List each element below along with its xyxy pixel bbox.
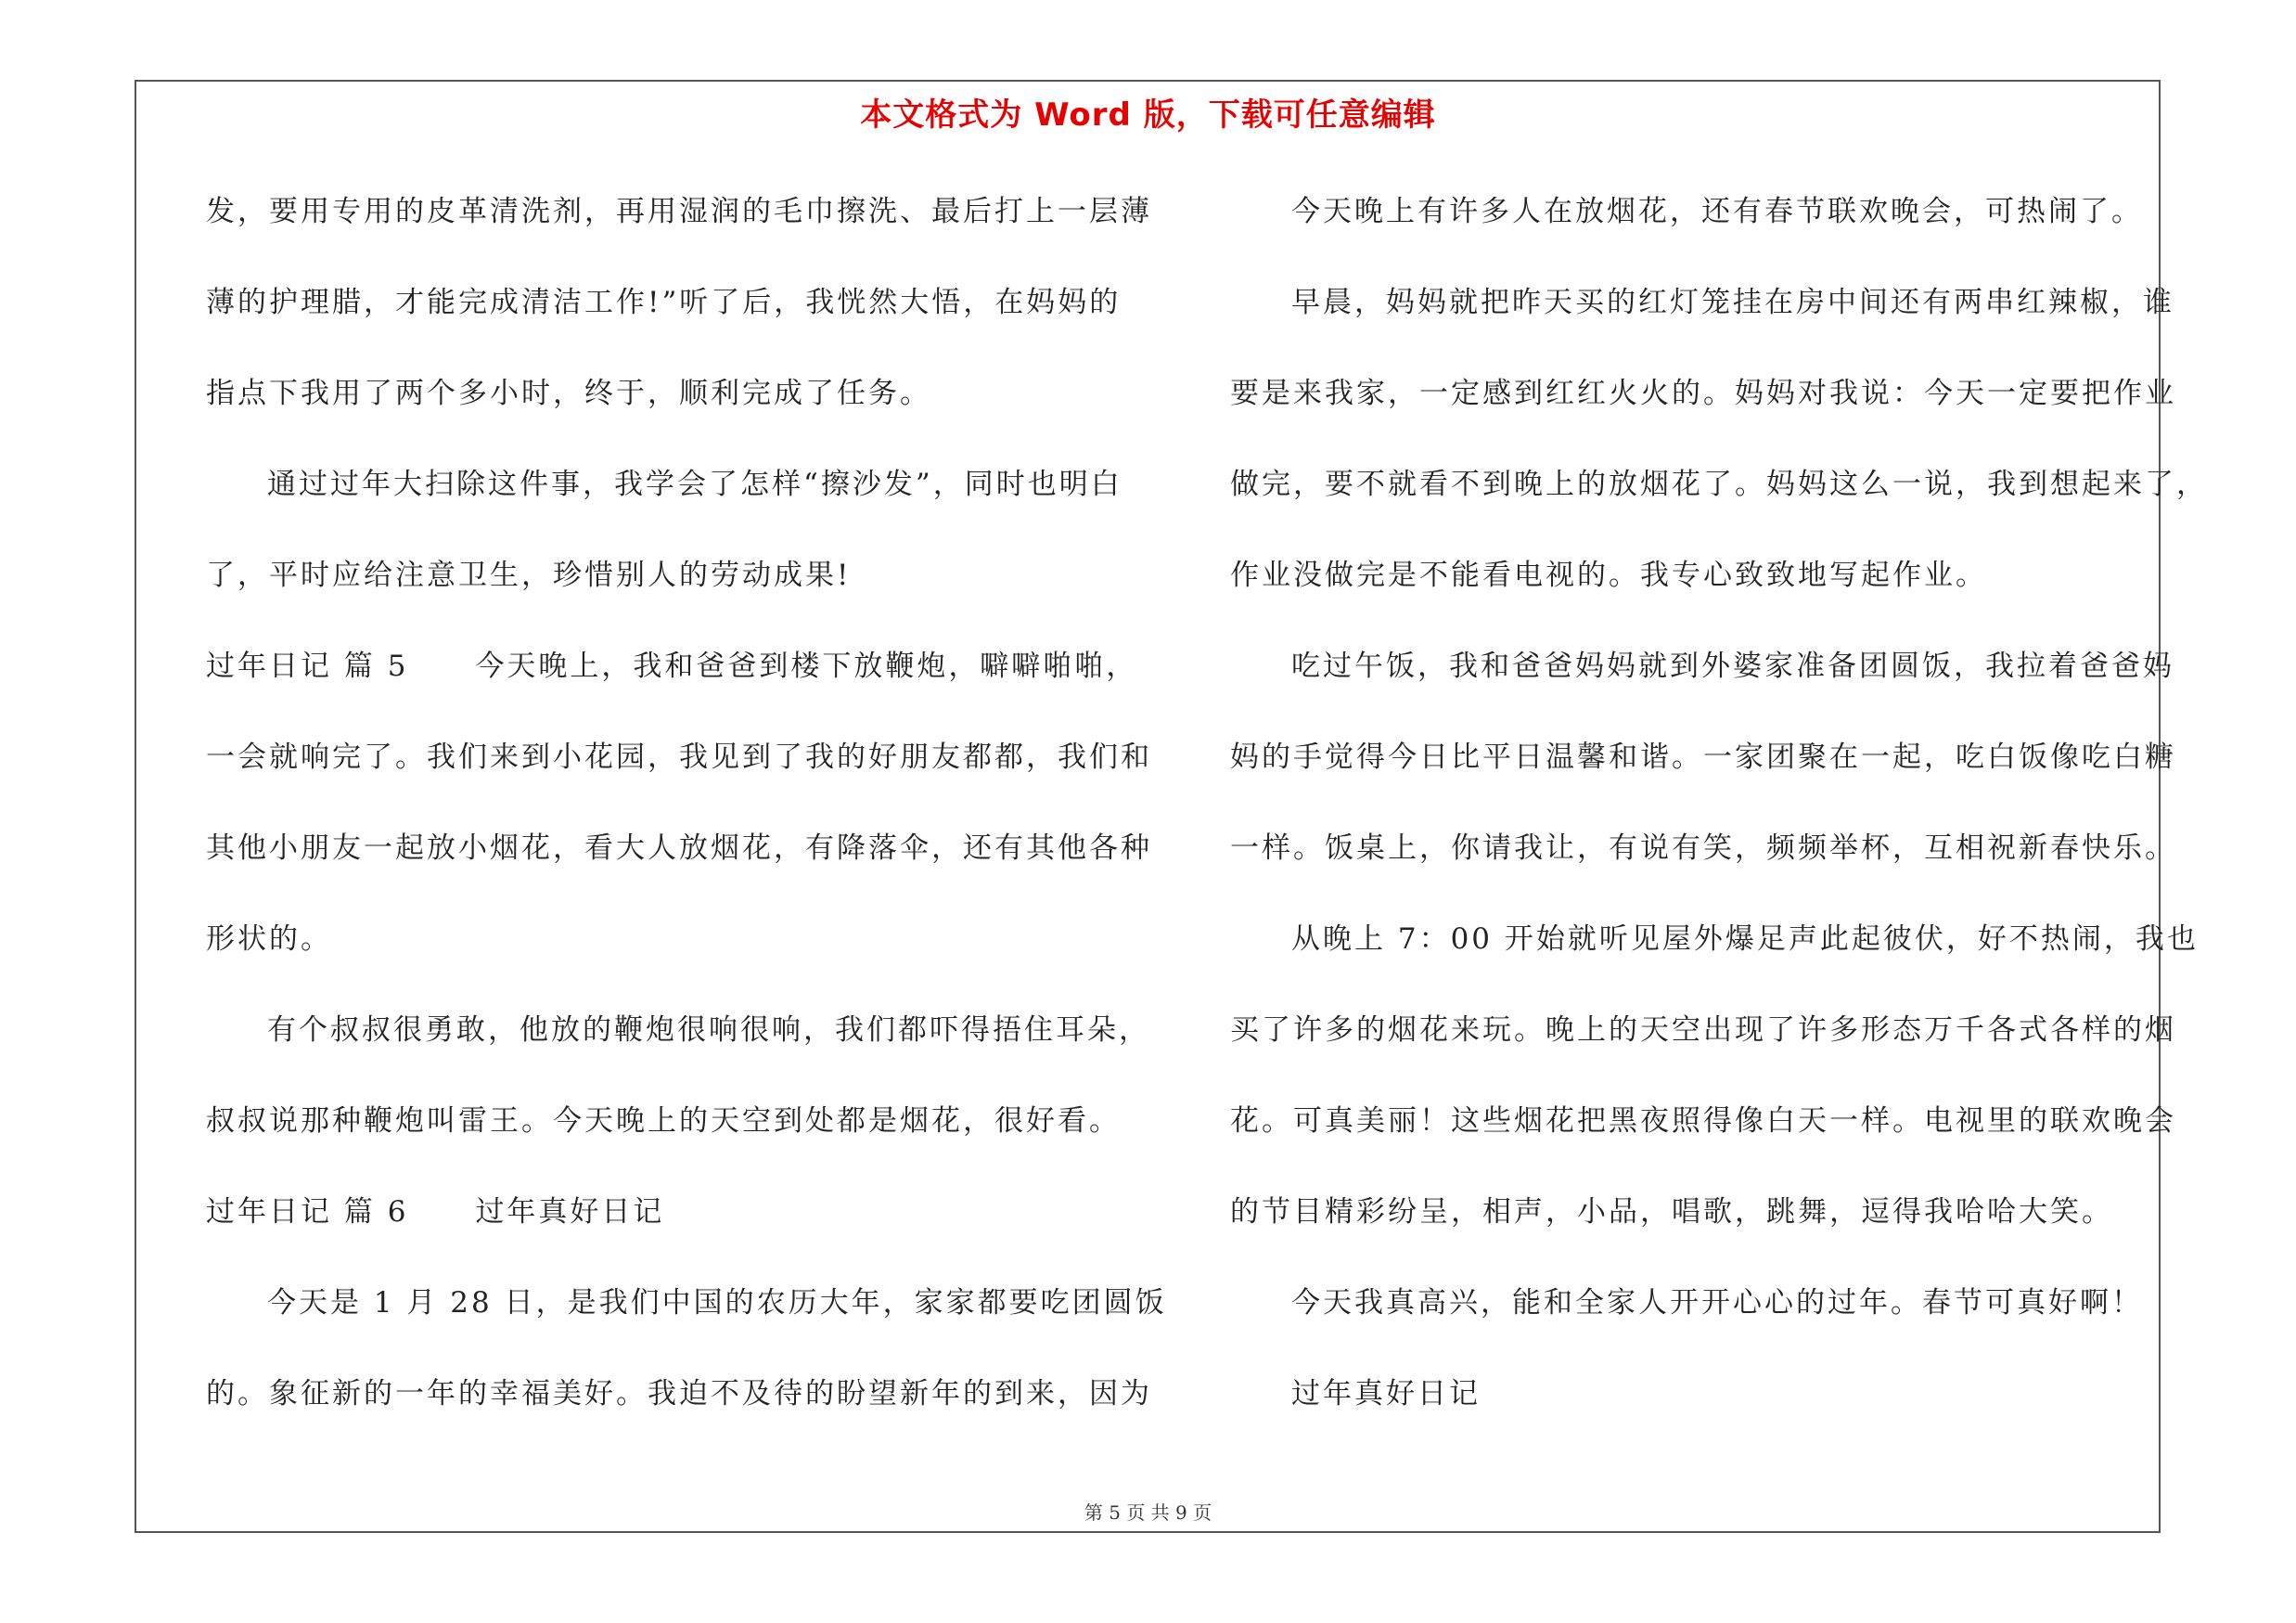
page-number: 第 5 页 共 9 页 <box>1084 1501 1212 1524</box>
text-line: 叔叔说那种鞭炮叫雷王。今天晚上的天空到处都是烟花，很好看。 <box>206 1104 1121 1138</box>
left-text-column <box>206 184 1167 1457</box>
text-line: 一会就响完了。我们来到小花园，我见到了我的好朋友都都，我们和 <box>206 741 1152 774</box>
text-line: 薄的护理腊，才能完成清洁工作!”听了后，我恍然大悟，在妈妈的 <box>206 286 1122 319</box>
text-line: 做完，要不就看不到晚上的放烟花了。妈妈这么一说，我到想起来了， <box>1230 468 2208 501</box>
text-line: 了，平时应给注意卫生，珍惜别人的劳动成果! <box>206 559 852 592</box>
text-line: 妈的手觉得今日比平日温馨和谐。一家团聚在一起，吃白饭像吃白糖 <box>1230 741 2176 774</box>
text-line: 的节目精彩纷呈，相声，小品，唱歌，跳舞，逗得我哈哈大笑。 <box>1230 1195 2113 1229</box>
text-line: 作业没做完是不能看电视的。我专心致致地写起作业。 <box>1230 559 1987 592</box>
text-line: 今天晚上有许多人在放烟花，还有春节联欢晚会，可热闹了。 <box>1291 195 2143 228</box>
section-heading-line <box>206 1184 1161 1275</box>
text-line: 发，要用专用的皮革清洗剂，再用湿润的毛巾擦洗、最后打上一层薄 <box>206 195 1152 228</box>
format-notice: 本文格式为 Word 版，下载可任意编辑 <box>860 97 1436 134</box>
text-line: 早晨，妈妈就把昨天买的红灯笼挂在房中间还有两串红辣椒，谁 <box>1291 286 2174 319</box>
text-line: 买了许多的烟花来玩。晚上的天空出现了许多形态万千各式各样的烟 <box>1230 1013 2176 1047</box>
text-line: 吃过午饭，我和爸爸妈妈就到外婆家准备团圆饭，我拉着爸爸妈 <box>1291 650 2174 683</box>
text-line: 过年真好日记 <box>1291 1377 1481 1410</box>
text-line: 从晚上 7：00 开始就听见屋外爆足声此起彼伏，好不热闹，我也 <box>1291 922 2199 956</box>
section-title: 过年日记 篇 6 <box>206 1195 409 1229</box>
text-line: 指点下我用了两个多小时，终于，顺利完成了任务。 <box>206 377 931 410</box>
text-line: 花。可真美丽！这些烟花把黑夜照得像白天一样。电视里的联欢晚会 <box>1230 1104 2176 1138</box>
text-line: 有个叔叔很勇敢，他放的鞭炮很响很响，我们都吓得捂住耳朵， <box>267 1013 1150 1047</box>
section-text: 过年真好日记 <box>475 1195 665 1229</box>
text-line: 其他小朋友一起放小烟花，看大人放烟花，有降落伞，还有其他各种 <box>206 831 1152 865</box>
text-line: 形状的。 <box>206 922 332 956</box>
right-text-column <box>1230 184 2208 1457</box>
text-line: 要是来我家，一定感到红红火火的。妈妈对我说：今天一定要把作业 <box>1230 377 2176 410</box>
text-line: 今天是 1 月 28 日，是我们中国的农历大年，家家都要吃团圆饭 <box>267 1286 1167 1320</box>
section-text: 今天晚上，我和爸爸到楼下放鞭炮，噼噼啪啪， <box>475 650 1138 683</box>
text-line: 的。象征新的一年的幸福美好。我迫不及待的盼望新年的到来，因为 <box>206 1377 1152 1410</box>
text-line: 今天我真高兴，能和全家人开开心心的过年。春节可真好啊！ <box>1291 1286 2143 1320</box>
text-line: 一样。饭桌上，你请我让，有说有笑，频频举杯，互相祝新春快乐。 <box>1230 831 2176 865</box>
section-title: 过年日记 篇 5 <box>206 650 409 683</box>
text-line: 通过过年大扫除这件事，我学会了怎样“擦沙发”，同时也明白 <box>267 468 1122 501</box>
section-heading-line <box>206 638 1161 729</box>
